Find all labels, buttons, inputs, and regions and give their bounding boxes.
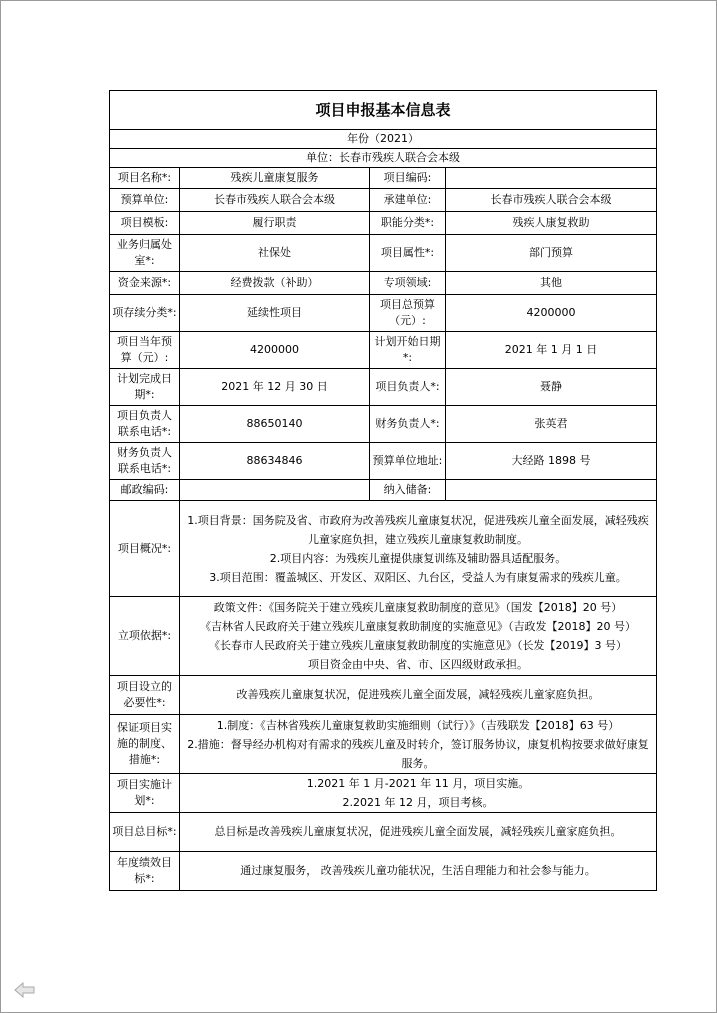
overview-p1: 1.项目背景：国务院及省、市政府为改善残疾儿童康复状况，促进残疾儿童全面发展，减轻残疾儿童家庭负担，建立残疾儿童康复救助制度。 — [187, 513, 649, 546]
field-value: 其他 — [446, 272, 657, 295]
field-label: 项目属性*: — [370, 235, 446, 272]
field-value: 长春市残疾人联合会本级 — [446, 189, 657, 212]
field-label: 预算单位地址: — [370, 443, 446, 480]
field-value: 残疾人康复救助 — [446, 212, 657, 235]
field-label: 年度绩效目标*: — [110, 852, 180, 891]
field-label: 项目总预算（元）: — [370, 295, 446, 332]
field-value: 总目标是改善残疾儿童康复状况，促进残疾儿童全面发展，减轻残疾儿童家庭负担。 — [180, 813, 657, 852]
basis-p2: 《吉林省人民政府关于建立残疾儿童康复救助制度的实施意见》（吉政发【2018】20 号） — [200, 620, 636, 633]
field-label: 立项依据*: — [110, 597, 180, 676]
table-row — [110, 443, 657, 480]
left-arrow-icon[interactable] — [14, 982, 36, 998]
field-label: 项目负责人*: — [370, 369, 446, 406]
field-label: 专项领域: — [370, 272, 446, 295]
field-label: 项目编码: — [370, 168, 446, 189]
plan-cell — [180, 774, 657, 813]
field-value: 履行职责 — [180, 212, 370, 235]
table-row — [110, 501, 657, 597]
field-label: 项存续分类*: — [110, 295, 180, 332]
field-label: 项目名称*: — [110, 168, 180, 189]
basis-p3: 《长春市人民政府关于建立残疾儿童康复救助制度的实施意见》（长发【2019】3 号） — [209, 639, 627, 652]
field-label: 业务归属处室*: — [110, 235, 180, 272]
table-row — [110, 852, 657, 891]
table-row — [110, 406, 657, 443]
table-row — [110, 168, 657, 189]
field-value: 延续性项目 — [180, 295, 370, 332]
table-row — [110, 272, 657, 295]
table-row — [110, 295, 657, 332]
table-row — [110, 235, 657, 272]
field-label: 项目负责人联系电话*: — [110, 406, 180, 443]
field-label: 项目设立的必要性*: — [110, 676, 180, 715]
field-label: 项目概况*: — [110, 501, 180, 597]
field-value: 88634846 — [180, 443, 370, 480]
field-label: 预算单位: — [110, 189, 180, 212]
unit-label: 单位：长春市残疾人联合会本级 — [110, 149, 657, 168]
field-label: 项目模板: — [110, 212, 180, 235]
overview-p2: 2.项目内容：为残疾儿童提供康复训练及辅助器具适配服务。 — [269, 551, 567, 565]
field-value — [446, 480, 657, 501]
table-row — [110, 813, 657, 852]
overview-p3: 3.项目范围：覆盖城区、开发区、双阳区、九台区，受益人为有康复需求的残疾儿童。 — [209, 570, 627, 584]
field-value: 2021 年 1 月 1 日 — [446, 332, 657, 369]
field-value: 2021 年 12 月 30 日 — [180, 369, 370, 406]
field-label: 项目当年预算（元）: — [110, 332, 180, 369]
field-label: 保证项目实施的制度、措施*: — [110, 715, 180, 774]
field-label: 资金来源*: — [110, 272, 180, 295]
basis-cell — [180, 597, 657, 676]
field-label: 承建单位: — [370, 189, 446, 212]
project-info-form — [109, 90, 657, 891]
field-value: 通过康复服务， 改善残疾儿童功能状况，生活自理能力和社会参与能力。 — [180, 852, 657, 891]
form-title: 项目申报基本信息表 — [110, 91, 657, 130]
guarantee-p2: 2.措施：督导经办机构对有需求的残疾儿童及时转介，签订服务协议，康复机构按要求做好康复服务。 — [187, 737, 649, 770]
plan-p2: 2.2021 年 12 月，项目考核。 — [342, 796, 494, 809]
field-label: 项目实施计划*: — [110, 774, 180, 813]
field-value: 4200000 — [446, 295, 657, 332]
field-value: 部门预算 — [446, 235, 657, 272]
table-row — [110, 369, 657, 406]
field-label: 邮政编码: — [110, 480, 180, 501]
field-value: 残疾儿童康复服务 — [180, 168, 370, 189]
overview-cell — [180, 501, 657, 597]
field-label: 纳入储备: — [370, 480, 446, 501]
table-row — [110, 597, 657, 676]
field-value — [180, 480, 370, 501]
plan-p1: 1.2021 年 1 月-2021 年 11 月，项目实施。 — [306, 777, 530, 790]
field-label: 项目总目标*: — [110, 813, 180, 852]
field-label: 计划完成日期*: — [110, 369, 180, 406]
guarantee-p1: 1.制度：《吉林省残疾儿童康复救助实施细则（试行）》（吉残联发【2018】63 号） — [216, 718, 620, 732]
table-row — [110, 774, 657, 813]
year-label: 年份（2021） — [110, 130, 657, 149]
guarantee-cell — [180, 715, 657, 774]
field-label: 计划开始日期*: — [370, 332, 446, 369]
field-value: 张英君 — [446, 406, 657, 443]
table-row — [110, 189, 657, 212]
field-value: 经费拨款（补助） — [180, 272, 370, 295]
field-label: 财务负责人联系电话*: — [110, 443, 180, 480]
table-row — [110, 480, 657, 501]
field-value: 4200000 — [180, 332, 370, 369]
basis-p4: 项目资金由中央、省、市、区四级财政承担。 — [308, 658, 528, 671]
field-label: 财务负责人*: — [370, 406, 446, 443]
field-value: 88650140 — [180, 406, 370, 443]
field-value — [446, 168, 657, 189]
field-value: 大经路 1898 号 — [446, 443, 657, 480]
table-row — [110, 676, 657, 715]
field-value: 聂静 — [446, 369, 657, 406]
table-row — [110, 212, 657, 235]
table-row — [110, 715, 657, 774]
field-value: 社保处 — [180, 235, 370, 272]
table-row — [110, 332, 657, 369]
field-value: 长春市残疾人联合会本级 — [180, 189, 370, 212]
field-value: 改善残疾儿童康复状况，促进残疾儿童全面发展，减轻残疾儿童家庭负担。 — [180, 676, 657, 715]
basis-p1: 政策文件：《国务院关于建立残疾儿童康复救助制度的意见》（国发【2018】20 号） — [213, 601, 623, 614]
field-label: 职能分类*: — [370, 212, 446, 235]
